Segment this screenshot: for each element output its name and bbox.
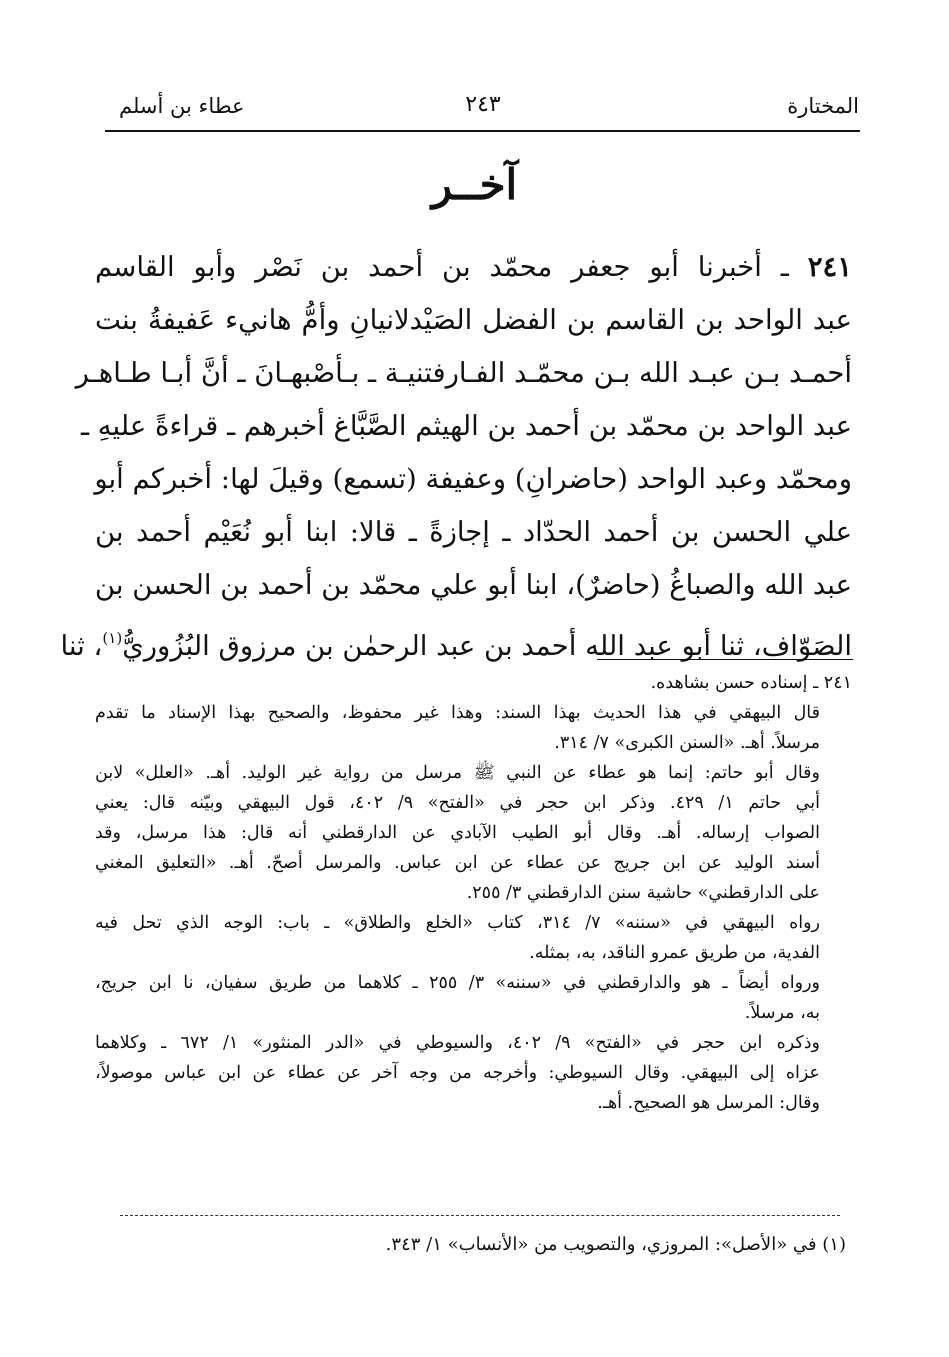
footnote-marker: (١) xyxy=(102,629,123,647)
note-line: رواه البيهقي في «سننه» ٧/ ٣١٤، كتاب «الخلع والطلاق» ـ باب: الوجه الذي تحل فيه xyxy=(95,913,820,933)
hadith-number: ٢٤١ xyxy=(807,251,852,283)
note-line: أسند الوليد عن ابن جريج عن عطاء عن ابن عباس. والمرسل أصحّ. أهـ. «التعليق المغني xyxy=(95,853,820,873)
note-line: الفدية، من طريق عمرو الناقد، به، بمثله. xyxy=(529,943,820,963)
hadith-line: الصَوّاف، ثنا أبو عبد الله أحمد بن عبد الرحمٰن بن مرزوق البُزُوريُّ$^{(١)}$، ثنا xyxy=(60,629,852,662)
book-title: المختارة xyxy=(787,94,859,118)
note-line: الصواب إرساله. أهـ. وقال أبو الطيب الآبادي عن الدارقطني أنه قال: هذا مرسل، وقد xyxy=(95,823,820,843)
running-header xyxy=(107,84,859,126)
note-line: مرسلاً. أهـ. «السنن الكبرى» ٧/ ٣١٤. xyxy=(554,733,820,753)
header-divider xyxy=(105,130,860,132)
hadith-line: عبد الواحد بن القاسم بن الفضل الصَيْدلانيانِ وأمُّ هانيء عَفيفةُ بنت xyxy=(95,304,852,336)
note-line: ورواه أيضاً ـ هو والدارقطني في «سننه» ٣/ ٢٥٥ ـ كلاهما من طريق سفيان، نا ابن جريج، xyxy=(95,973,820,993)
note-line: وقال أبو حاتم: إنما هو عطاء عن النبي ﷺ مرسل من رواية غير الوليد. أهـ. «العلل» لابن xyxy=(95,763,820,783)
hadith-line: علي الحسن بن أحمد الحدّاد ـ إجازةً ـ قالا: ابنا أبو نُعَيْم أحمد بن xyxy=(95,516,852,548)
editor-notes xyxy=(95,668,852,1118)
note-line: به، مرسلاً. xyxy=(744,1003,820,1023)
page-number: ٢٤٣ xyxy=(465,92,501,117)
note-line: وذكره ابن حجر في «الفتح» ٩/ ٤٠٢، والسيوطي في «الدر المنثور» ١/ ٦٧٢ ـ وكلاهما xyxy=(95,1033,820,1053)
hadith-line: عبد الواحد بن محمّد بن أحمد بن الهيثم الصَّبَّاغ أخبرهم ـ قراءةً عليهِ ـ xyxy=(80,410,852,442)
note-line: ٢٤١ ـ إسناده حسن بشاهده. xyxy=(650,673,852,693)
note-line: قال البيهقي في هذا الحديث بهذا السند: وهذا غير محفوظ، والصحيح بهذا الإسناد ما تقدم xyxy=(95,703,820,723)
footnote-divider xyxy=(120,1215,840,1216)
note-line: عزاه إلى البيهقي. وقال السيوطي: وأخرجه من وجه آخر عن عطاء عن ابن عباس موصولاً، xyxy=(95,1063,820,1083)
chapter-running-title: عطاء بن أسلم xyxy=(119,94,245,118)
hadith-line: ٢٤١ ـ أخبرنا أبو جعفر محمّد بن أحمد بن نَصْر وأبو القاسم xyxy=(95,251,852,283)
note-line: أبي حاتم ١/ ٤٢٩. وذكر ابن حجر في «الفتح» ٩/ ٤٠٢، قول البيهقي وبيّنه قال: يعني xyxy=(95,793,820,813)
notes-divider xyxy=(597,659,853,660)
footnote: (١) في «الأصل»: المروزي، والتصويب من «الأنساب» ١/ ٣٤٣. xyxy=(385,1234,846,1255)
note-line: وقال: المرسل هو الصحيح. أهـ. xyxy=(597,1093,820,1113)
hadith-text xyxy=(60,241,852,673)
note-line: على الدارقطني» حاشية سنن الدارقطني ٣/ ٢٥٥. xyxy=(466,883,820,903)
hadith-line: عبد الله والصباغُ (حاضرٌ)، ابنا أبو علي محمّد بن أحمد بن الحسن بن xyxy=(94,569,852,601)
chapter-title: آخــر xyxy=(431,160,518,209)
hadith-line: ومحمّد وعبد الواحد (حاضرانِ) وعفيفة (تسمع) وقيلَ لها: أخبركم أبو xyxy=(94,463,852,495)
hadith-line: أحمـد بـن عبـد الله بـن محمّـد الفـارفتنيـة ـ بـأصْبهـانَ ـ أنَّ أبـا طـاهـر xyxy=(75,357,852,389)
